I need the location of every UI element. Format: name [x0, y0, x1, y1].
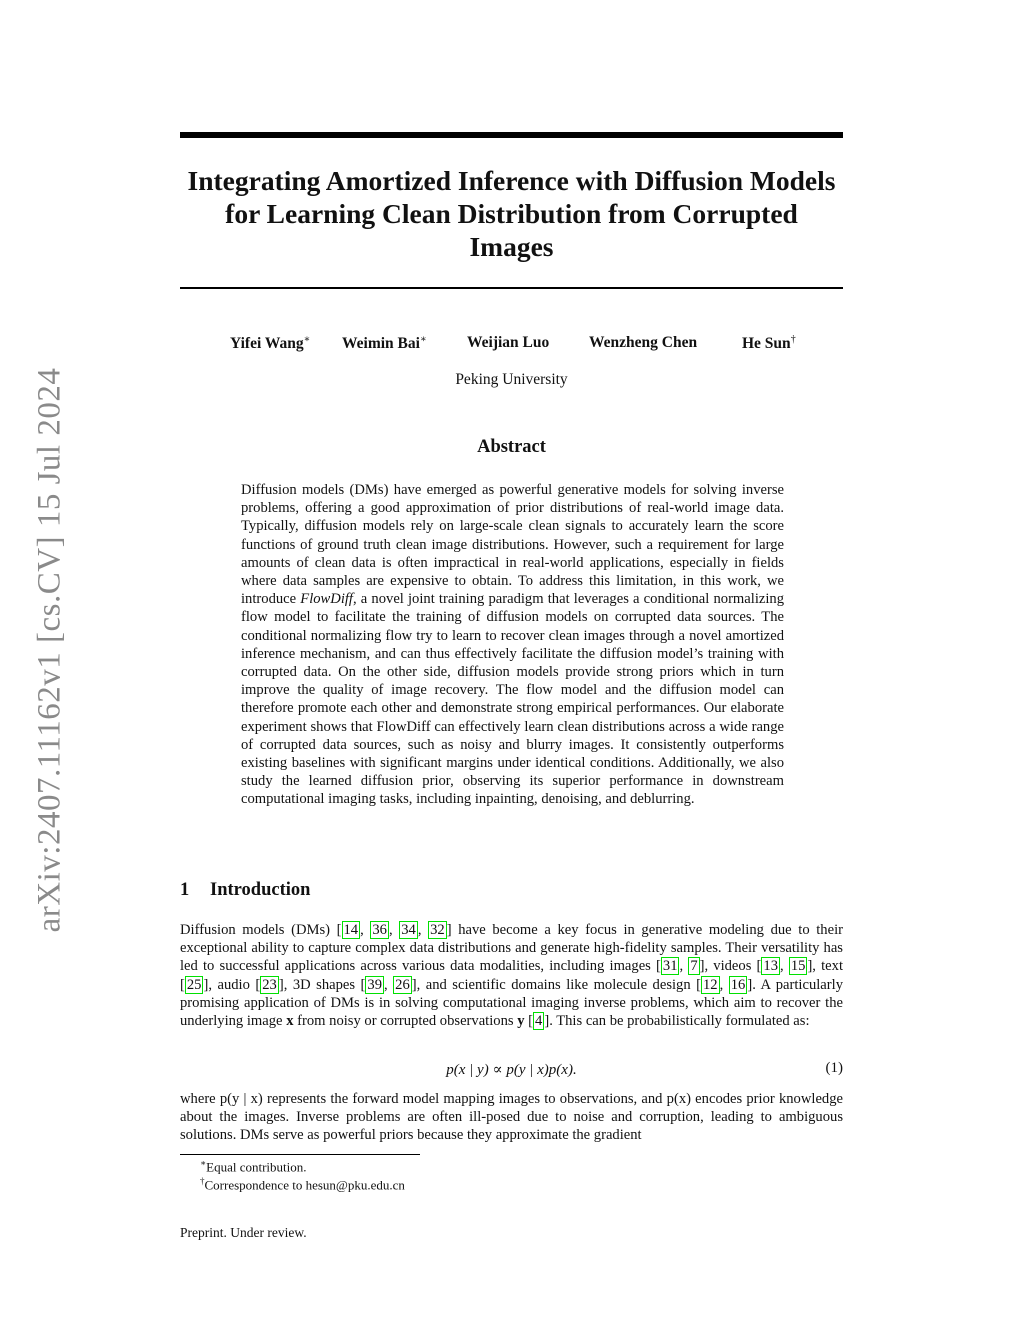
introduction-paragraph-1: [180, 921, 843, 1030]
method-name: FlowDiff: [300, 591, 353, 608]
author-name: Wenzheng Chen: [589, 334, 698, 351]
paragraph-text: ], videos [: [699, 958, 762, 975]
author-mark: †: [790, 334, 796, 345]
paragraph-text: ], text [: [180, 958, 843, 993]
title-top-rule: [180, 132, 843, 138]
paragraph-text: ,: [388, 922, 400, 938]
paragraph-text: ] have become a key focus in generative modeling due to their exceptional ability to capture complex data distributions and generate high-fidelity samples. Their versatility has led to successful applications across various data modalities, including images [: [180, 922, 843, 975]
author-1: [230, 334, 310, 353]
citation-link[interactable]: 16: [730, 976, 746, 993]
abstract-heading: Abstract: [477, 437, 546, 457]
paragraph-text: ], and scientific domains like molecule design [: [411, 976, 701, 993]
paragraph-text: ]. A particularly promising application of DMs is in solving computational imaging inverse problems, which aim to recover the underlying image: [180, 976, 843, 1030]
author-4: [589, 334, 697, 352]
footnote-text: Equal contribution.: [206, 1159, 307, 1175]
citation-link[interactable]: 12: [703, 976, 718, 993]
paragraph-text: [: [524, 1013, 534, 1030]
citation-link[interactable]: 34: [401, 922, 416, 938]
author-list: [180, 334, 843, 354]
author-name: Weijian Luo: [467, 334, 550, 351]
footnote-mark: ∗: [200, 1158, 207, 1168]
title-bottom-rule: [180, 287, 843, 289]
equation-number: (1): [825, 1060, 843, 1076]
citation-link[interactable]: 25: [186, 976, 202, 993]
section-title: Introduction: [210, 880, 311, 900]
citation-link[interactable]: 13: [763, 958, 779, 975]
paragraph-text: ], 3D shapes [: [278, 976, 366, 993]
citation-link[interactable]: 31: [662, 958, 678, 975]
citation-link[interactable]: 23: [262, 976, 277, 993]
citation-link[interactable]: 15: [790, 958, 806, 975]
paragraph-text: ,: [780, 958, 789, 975]
footnote-mark: †: [200, 1176, 205, 1186]
author-3: [467, 334, 549, 352]
paragraph-text: ], audio [: [203, 976, 261, 993]
abstract-text: Diffusion models (DMs) have emerged as powerful generative models for solving inverse problems, offering a good approximation of prior distributions of real-world image data. Typically, diffusion models rely on large-scale clean signals to accurately learn the score functions of ground truth clean image distributions. However, such a requirement for large amounts of clean data is often impractical in real-world applications, especially in fields where data samples are expensive to obtain. To address this limitation, in this work, we introduce: [241, 482, 784, 608]
preprint-notice: Preprint. Under review.: [180, 1225, 307, 1240]
citation-link[interactable]: 39: [367, 976, 382, 993]
math-symbol: x: [286, 1013, 294, 1030]
abstract-text: , a novel joint training paradigm that leverages a conditional normalizing flow model to facilitate the training of diffusion models on corrupted data sources. The conditional normalizing flow try to learn to recover clean images through a novel amortized inference mechanism, and can thus effectively facilitate the diffusion model’s training with corrupted data. On the other side, diffusion models provide strong priors which in turn improve the quality of image recovery. The flow model and the diffusion model can therefore promote each other and demonstrate strong empirical performances. Our elaborate experiment shows that FlowDiff can effectively learn clean distributions across a wide range of corrupted data sources, such as noisy and blurry images. It consistently outperforms existing baselines with significant margins under identical conditions. Additionally, we also study the learned diffusion prior, observing its superior performance in downstream computational imaging tasks, including inpainting, denoising, and deblurring.: [241, 591, 784, 808]
paragraph-text: ,: [719, 976, 729, 993]
footnote-2: [200, 1176, 405, 1193]
author-name: Yifei Wang: [230, 335, 304, 353]
citation-link[interactable]: 32: [430, 922, 445, 938]
paper-title: Integrating Amortized Inference with Diffusion Models for Learning Clean Distribution from Corrupted Images: [187, 165, 836, 262]
paragraph-text: Diffusion models (DMs) [: [180, 922, 342, 938]
author-mark: ∗: [303, 334, 311, 345]
author-name: He Sun: [742, 335, 791, 353]
paragraph-text: ,: [384, 976, 394, 993]
citation-link[interactable]: 36: [372, 922, 387, 938]
affiliation: Peking University: [455, 371, 568, 388]
math-symbol: y: [517, 1013, 525, 1030]
abstract-body: [241, 481, 784, 809]
author-mark: ∗: [419, 334, 427, 345]
paragraph-text: from noisy or corrupted observations: [293, 1013, 518, 1030]
author-name: Weimin Bai: [342, 335, 420, 353]
paragraph-text: ,: [417, 922, 429, 938]
arxiv-identifier: arXiv:2407.11162v1 [cs.CV] 15 Jul 2024: [31, 367, 68, 933]
paragraph-text: ]. This can be probabilistically formulated as:: [544, 1013, 810, 1030]
introduction-paragraph-2: where p(y | x) represents the forward model mapping images to observations, and p(x) encodes prior knowledge about the images. Inverse problems are often ill-posed due to noise and corruption, leading to ambiguous solutions. DMs serve as powerful priors because they approximate the gradient: [180, 1091, 843, 1144]
equation-body: p(x | y) ∝ p(y | x)p(x).: [446, 1062, 577, 1078]
section-heading-introduction: [180, 880, 310, 901]
paragraph-text: ,: [360, 922, 371, 938]
citation-link[interactable]: 7: [690, 958, 698, 975]
author-5: [742, 334, 796, 353]
citation-link[interactable]: 14: [343, 922, 359, 938]
footnote-text: Correspondence to hesun@pku.edu.cn: [204, 1177, 405, 1193]
paragraph-text: ,: [679, 958, 689, 975]
author-2: [342, 334, 427, 353]
equation-1: [180, 1060, 843, 1080]
section-number: 1: [180, 880, 190, 900]
citation-link[interactable]: 4: [535, 1013, 543, 1030]
footnote-rule: [180, 1154, 420, 1155]
citation-link[interactable]: 26: [395, 976, 410, 993]
footnote-1: [200, 1158, 307, 1175]
